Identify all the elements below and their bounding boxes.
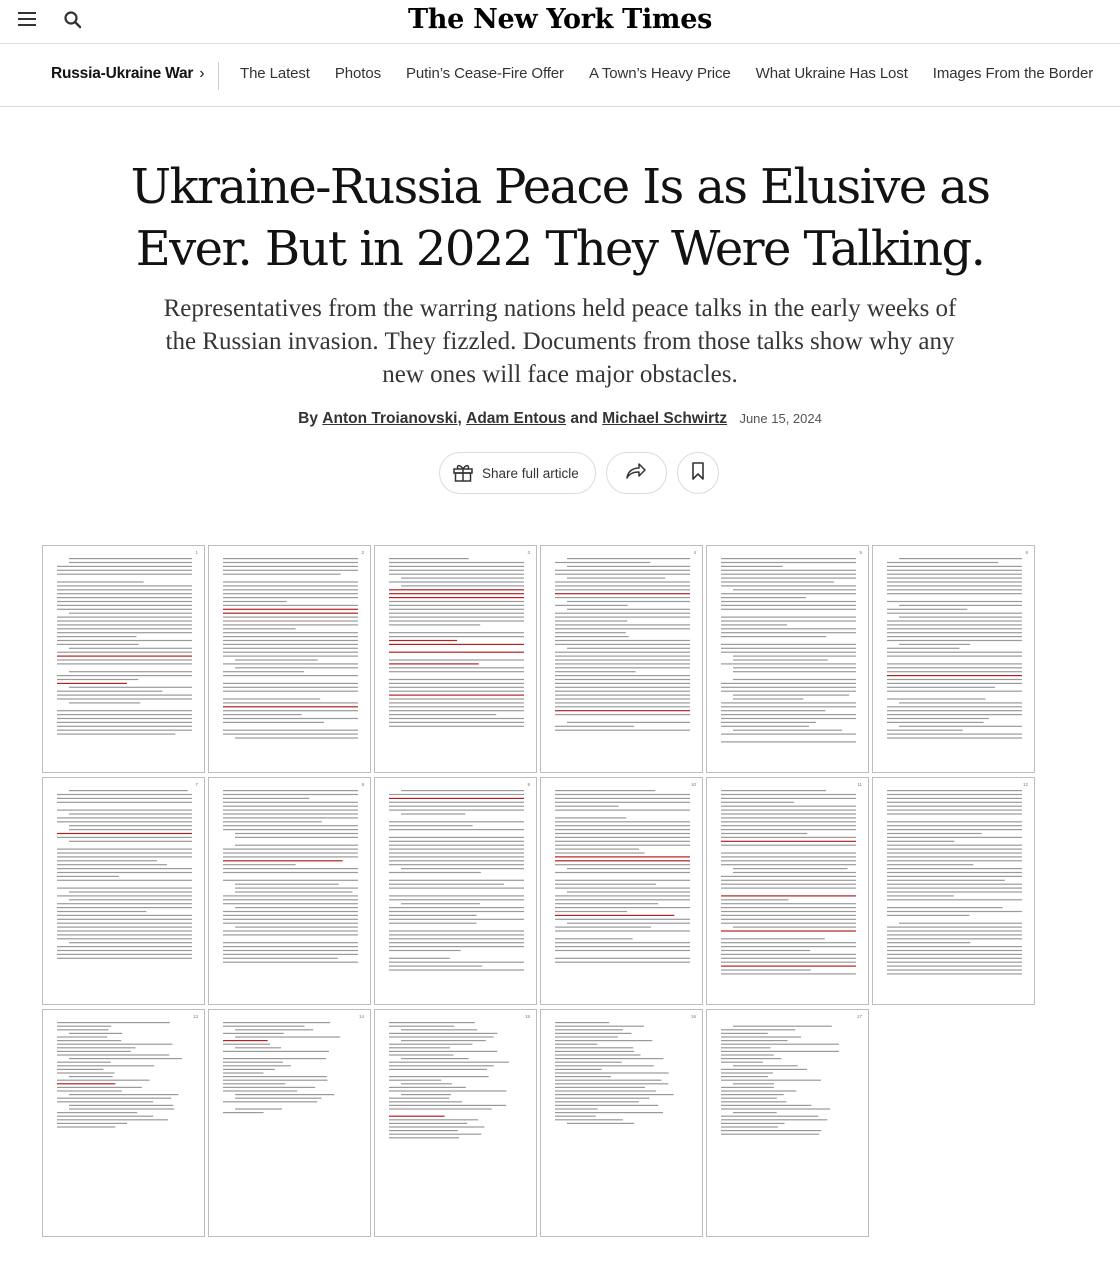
top-bar	[0, 0, 1120, 44]
article-actions	[439, 452, 719, 494]
document-page-number: 11	[857, 782, 862, 787]
document-page[interactable]	[42, 777, 205, 1005]
document-page[interactable]	[208, 1009, 371, 1237]
document-page-number: 1	[195, 550, 198, 555]
document-text-lines	[375, 1010, 537, 1237]
document-page[interactable]	[42, 545, 205, 773]
document-page-number: 10	[690, 782, 696, 787]
nav-item-the-latest[interactable]: The Latest	[240, 65, 310, 82]
document-page-number: 12	[1022, 782, 1028, 787]
bookmark-icon	[691, 461, 705, 486]
document-page-number: 16	[690, 1014, 696, 1019]
document-page-number: 3	[527, 550, 530, 555]
document-page[interactable]	[208, 545, 371, 773]
document-page[interactable]	[374, 777, 537, 1005]
document-page-number: 15	[524, 1014, 530, 1019]
document-text-lines	[375, 778, 537, 1005]
section-label: Russia-Ukraine War	[51, 65, 194, 82]
document-text-lines	[43, 778, 205, 1005]
document-page-number: 6	[1025, 550, 1028, 555]
author-link[interactable]: Adam Entous	[466, 410, 567, 427]
document-page[interactable]	[540, 777, 703, 1005]
document-page-number: 4	[693, 550, 696, 555]
byline-prefix: By	[298, 410, 318, 427]
site-logo[interactable]: The New York Times	[408, 4, 712, 35]
document-page-number: 17	[856, 1014, 862, 1019]
byline-separator: and	[570, 410, 598, 427]
document-page[interactable]	[374, 545, 537, 773]
byline	[0, 410, 1120, 428]
nav-items	[240, 65, 1118, 82]
document-text-lines	[375, 546, 537, 773]
document-page[interactable]	[872, 777, 1035, 1005]
document-page-number: 7	[195, 782, 198, 787]
publish-date: June 15, 2024	[739, 411, 822, 426]
document-text-lines	[43, 546, 205, 773]
nav-item-photos[interactable]: Photos	[334, 65, 381, 82]
author-link[interactable]: Anton Troianovski	[322, 410, 458, 427]
document-text-lines	[541, 778, 703, 1005]
document-page[interactable]	[540, 1009, 703, 1237]
nav-item-what-ukraine-has-lost[interactable]: What Ukraine Has Lost	[755, 65, 908, 82]
document-page[interactable]	[374, 1009, 537, 1237]
document-page[interactable]	[706, 777, 869, 1005]
share-full-label: Share full article	[482, 465, 579, 481]
section-link[interactable]	[51, 65, 204, 83]
document-text-lines	[209, 546, 371, 773]
article-summary: Representatives from the warring nations held peace talks in the early weeks of the Russian invasion. They fizzled. Documents from those talks show why any new ones will face major obstacles.	[163, 295, 957, 388]
nav-item-cease-fire-offer[interactable]: Putin’s Cease-Fire Offer	[406, 65, 564, 82]
document-page-number: 8	[361, 782, 364, 787]
document-page[interactable]	[872, 545, 1035, 773]
chevron-right-icon: ›	[199, 65, 205, 82]
share-arrow-icon	[625, 462, 647, 485]
document-page[interactable]	[706, 545, 869, 773]
author-link[interactable]: Michael Schwirtz	[602, 410, 728, 427]
document-page[interactable]	[540, 545, 703, 773]
save-button[interactable]	[677, 452, 719, 494]
document-text-lines	[873, 546, 1035, 773]
share-full-article-button[interactable]	[439, 452, 596, 494]
document-page[interactable]	[42, 1009, 205, 1237]
document-text-lines	[707, 1010, 869, 1237]
nav-item-towns-heavy-price[interactable]: A Town’s Heavy Price	[588, 65, 731, 82]
document-page-number: 13	[192, 1014, 198, 1019]
document-page-number: 5	[859, 550, 862, 555]
document-text-lines	[707, 778, 869, 1005]
document-page[interactable]	[706, 1009, 869, 1237]
document-page-number: 9	[527, 782, 530, 787]
document-text-lines	[209, 1010, 371, 1237]
byline-separator: ,	[457, 410, 462, 427]
document-page-number: 14	[358, 1014, 364, 1019]
nav-item-images-from-border[interactable]: Images From the Border	[932, 65, 1094, 82]
share-button[interactable]	[606, 452, 667, 494]
document-page-number: 2	[361, 550, 364, 555]
nav-divider	[218, 62, 219, 90]
gift-icon	[452, 462, 474, 485]
document-text-lines	[707, 546, 869, 773]
document-text-lines	[541, 546, 703, 773]
document-text-lines	[209, 778, 371, 1005]
section-nav	[0, 44, 1120, 107]
article-headline: Ukraine-Russia Peace Is as Elusive as Ever. But in 2022 They Were Talking.	[130, 159, 990, 277]
document-text-lines	[43, 1010, 205, 1237]
document-text-lines	[873, 778, 1035, 1005]
document-text-lines	[541, 1010, 703, 1237]
document-page[interactable]	[208, 777, 371, 1005]
